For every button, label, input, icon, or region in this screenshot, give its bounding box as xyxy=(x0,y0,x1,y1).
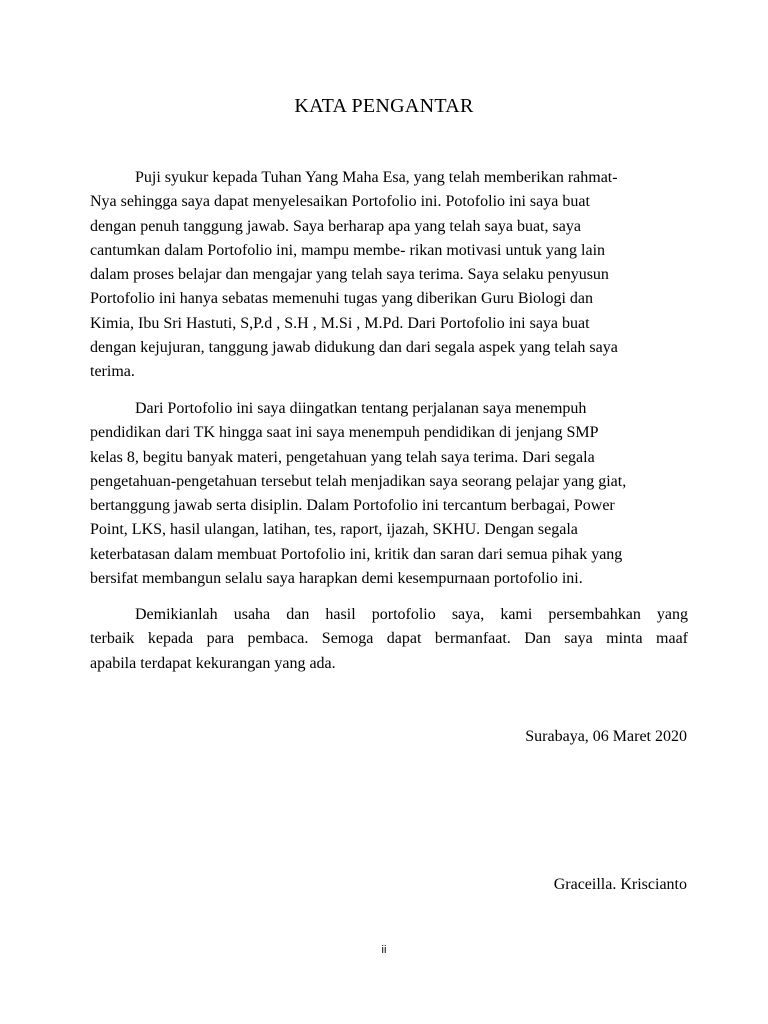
place-and-date: Surabaya, 06 Maret 2020 xyxy=(525,728,687,745)
paragraph-2-line: bertanggung jawab serta disiplin. Dalam Portofolio ini tercantum berbagai, Power xyxy=(90,497,615,515)
paragraph-1-line: dengan penuh tanggung jawab. Saya berharap apa yang telah saya buat, saya xyxy=(90,217,581,235)
paragraph-1 xyxy=(90,166,688,385)
paragraph-2-line: bersifat membangun selalu saya harapkan demi kesempurnaan portofolio ini. xyxy=(90,570,583,588)
paragraph-1-line: terima. xyxy=(90,363,135,381)
paragraph-3-line: apabila terdapat kekurangan yang ada. xyxy=(90,654,336,672)
page-title: KATA PENGANTAR xyxy=(294,95,474,117)
paragraph-2-line: Dari Portofolio ini saya diingatkan tentang perjalanan saya menempuh xyxy=(135,400,587,417)
paragraph-3-line: terbaik kepada para pembaca. Semoga dapat bermanfaat. Dan saya minta maaf xyxy=(90,630,688,648)
paragraph-1-line: Nya sehingga saya dapat menyelesaikan Portofolio ini. Potofolio ini saya buat xyxy=(90,193,590,211)
signature-name: Graceilla. Kriscianto xyxy=(553,876,687,893)
paragraph-3-line: Demikianlah usaha dan hasil portofolio saya, kami persembahkan yang xyxy=(135,606,688,623)
paragraph-1-line: Puji syukur kepada Tuhan Yang Maha Esa, yang telah memberikan rahmat- xyxy=(135,169,618,186)
paragraph-3 xyxy=(90,603,688,676)
paragraph-1-line: cantumkan dalam Portofolio ini, mampu membe- rikan motivasi untuk yang lain xyxy=(90,241,606,259)
paragraph-2-line: kelas 8, begitu banyak materi, pengetahuan yang telah saya terima. Dari segala xyxy=(90,448,595,466)
paragraph-1-line: Kimia, Ibu Sri Hastuti, S,P.d , S.H , M.Si , M.Pd. Dari Portofolio ini saya buat xyxy=(90,314,590,332)
paragraph-2-line: pendidikan dari TK hingga saat ini saya menempuh pendidikan di jenjang SMP xyxy=(90,424,599,442)
paragraph-2-line: Point, LKS, hasil ulangan, latihan, tes, raport, ijazah, SKHU. Dengan segala xyxy=(90,521,578,539)
page-number: ii xyxy=(381,944,387,956)
paragraph-1-line: dalam proses belajar dan mengajar yang telah saya terima. Saya selaku penyusun xyxy=(90,266,609,284)
paragraph-1-line: dengan kejujuran, tanggung jawab didukung dan dari segala aspek yang telah saya xyxy=(90,339,618,357)
paragraph-1-line: Portofolio ini hanya sebatas memenuhi tugas yang diberikan Guru Biologi dan xyxy=(90,290,594,308)
paragraph-2 xyxy=(90,397,688,591)
paragraph-2-line: keterbatasan dalam membuat Portofolio ini, kritik dan saran dari semua pihak yang xyxy=(90,545,623,563)
paragraph-2-line: pengetahuan-pengetahuan tersebut telah menjadikan saya seorang pelajar yang giat, xyxy=(90,472,627,490)
